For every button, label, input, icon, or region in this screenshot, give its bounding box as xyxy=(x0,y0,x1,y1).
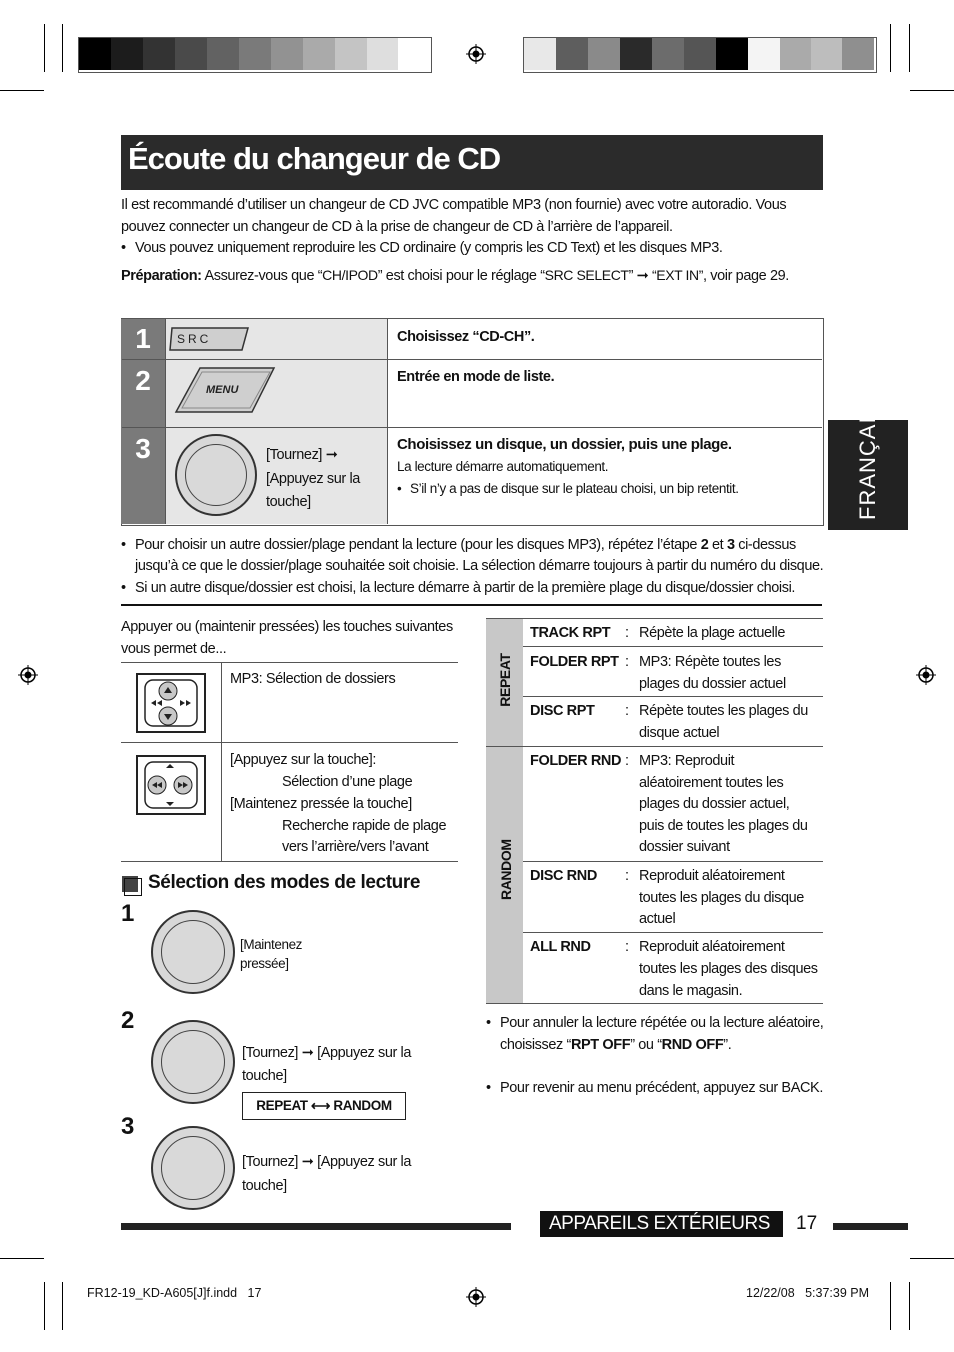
control-dial-center-icon xyxy=(161,1030,225,1094)
swatch xyxy=(524,38,556,70)
page-number: 17 xyxy=(796,1213,818,1234)
note: Si un autre disque/dossier est choisi, la lecture démarre à partir de la première plage du disque/dossier choisi. xyxy=(135,580,796,596)
mode-description: actuel xyxy=(639,911,676,927)
crop-mark xyxy=(44,24,45,72)
key-description: MP3: Sélection de dossiers xyxy=(230,671,396,687)
swatch xyxy=(684,38,716,70)
note: Pour choisir un autre dossier/plage pendant la lecture (pour les disques MP3), répétez l’étape 2 et 3 ci-dessus xyxy=(135,537,796,553)
colon: : xyxy=(625,939,629,955)
section-square-icon xyxy=(124,878,142,896)
swatch xyxy=(842,38,874,70)
bullet: • xyxy=(121,537,126,553)
divider xyxy=(523,696,823,697)
step-number: 2 xyxy=(121,359,165,427)
prep-text: ” est choisi pour le réglage “ xyxy=(377,268,545,284)
dial-instruction: [Maintenez xyxy=(240,937,303,952)
key-description: Sélection d’une plage xyxy=(282,774,413,790)
arrow-right-icon: ➞ xyxy=(636,268,649,284)
swatch xyxy=(175,38,207,70)
step-bullet: S’il n’y a pas de disque sur le plateau choisi, un bip retentit. xyxy=(410,481,739,496)
colon: : xyxy=(625,703,629,719)
dial-instruction: touche] xyxy=(266,494,311,510)
dial-instruction: touche] xyxy=(242,1178,287,1194)
mode-description: Répète la plage actuelle xyxy=(639,625,785,641)
colon: : xyxy=(625,753,629,769)
key-description: [Maintenez pressée la touche] xyxy=(230,796,412,812)
mode-name: FOLDER RND xyxy=(530,753,622,769)
preparation xyxy=(121,264,823,287)
swatch xyxy=(207,38,239,70)
dial-instruction: [Appuyez sur la xyxy=(266,471,360,487)
swatch xyxy=(303,38,335,70)
print-date: 12/22/08 5:37:39 PM xyxy=(746,1286,870,1300)
bullet: • xyxy=(121,580,126,596)
crop-mark xyxy=(909,1282,910,1330)
note: jusqu’à ce que le dossier/plage souhaitée soit choisie. La sélection démarre toujours à partir du numéro du disque. xyxy=(135,558,824,574)
mode-description: toutes les plages du disque xyxy=(639,890,804,906)
footer-rule xyxy=(833,1223,908,1230)
step-number: 3 xyxy=(121,1113,135,1140)
step-title: Choisissez “CD-CH”. xyxy=(397,329,535,345)
prep-src: SRC SELECT xyxy=(544,267,629,283)
preparation-label: Préparation: xyxy=(121,268,202,284)
footer-section: APPAREILS EXTÉRIEURS xyxy=(549,1213,770,1234)
registration-mark-icon xyxy=(466,44,486,64)
language-label: FRANÇAIS xyxy=(855,400,880,520)
repeat-label: REPEAT xyxy=(497,653,513,707)
crop-mark xyxy=(62,1282,63,1330)
keys-intro: vous permet de... xyxy=(121,641,227,657)
swatch xyxy=(79,38,111,70)
step-number: 1 xyxy=(121,900,135,927)
mode-description: dans le magasin. xyxy=(639,983,743,999)
mode-name: DISC RPT xyxy=(530,703,595,719)
prep-text: ” xyxy=(628,268,633,284)
mode-description: plages du dossier actuel, xyxy=(639,796,790,812)
left-right-keys-icon xyxy=(133,752,209,818)
dial-instruction: pressée] xyxy=(240,956,289,971)
divider xyxy=(221,662,222,861)
mode-description: Reproduit aléatoirement xyxy=(639,868,785,884)
mode-description: MP3: Répète toutes les xyxy=(639,654,781,670)
step-number: 1 xyxy=(121,319,165,359)
crop-mark xyxy=(890,24,891,72)
arrow-right-icon: ➞ xyxy=(325,447,338,463)
file-name: FR12-19_KD-A605[J]f.indd 17 xyxy=(87,1286,262,1300)
control-dial-center-icon xyxy=(161,920,225,984)
crop-mark xyxy=(62,24,63,72)
mode-name: DISC RND xyxy=(530,868,597,884)
mode-description: Répète toutes les plages du xyxy=(639,703,808,719)
registration-mark-icon xyxy=(18,665,38,685)
mode-description: aléatoirement toutes les xyxy=(639,775,784,791)
swatch xyxy=(398,38,429,70)
prep-ext: “EXT IN” xyxy=(652,267,704,283)
step-text: La lecture démarre automatiquement. xyxy=(397,459,609,474)
mode-name: TRACK RPT xyxy=(530,625,611,641)
random-label: RANDOM xyxy=(498,839,514,900)
swatch xyxy=(748,38,780,70)
intro-bullet: Vous pouvez uniquement reproduire les CD ordinaire (y compris les CD Text) et les disques MP3. xyxy=(135,240,723,256)
note: Pour annuler la lecture répétée ou la lecture aléatoire, xyxy=(500,1015,824,1031)
bullet: • xyxy=(486,1080,491,1096)
registration-mark-icon xyxy=(466,1287,486,1307)
mode-name: ALL RND xyxy=(530,939,591,955)
divider xyxy=(523,932,823,933)
key-description: [Appuyez sur la touche]: xyxy=(230,752,376,768)
swatch xyxy=(111,38,143,70)
divider xyxy=(121,662,458,663)
divider xyxy=(387,319,388,524)
repeat-random-box: REPEAT ⟷ RANDOM xyxy=(242,1092,406,1120)
arrow-right-icon: ➞ xyxy=(301,1045,314,1061)
swatch xyxy=(620,38,652,70)
crop-mark xyxy=(0,90,44,91)
swatch xyxy=(716,38,748,70)
dial-instruction: [Tournez] ➞ [Appuyez sur la xyxy=(242,1154,412,1170)
intro-paragraph: Il est recommandé d’utiliser un changeur de CD JVC compatible MP3 (non fournie) avec votre autoradio. Vous pouvez connecter un changeur de CD à la prise de changeur de CD à l’arrière de l’appareil. xyxy=(121,197,787,235)
step-title: Choisissez un disque, un dossier, puis une plage. xyxy=(397,436,732,453)
divider xyxy=(523,646,823,647)
section-heading: Sélection des modes de lecture xyxy=(148,872,421,893)
prep-text: Assurez-vous que “ xyxy=(204,268,323,284)
mode-name: FOLDER RPT xyxy=(530,654,619,670)
dial-instruction: [Tournez] ➞ [Appuyez sur la xyxy=(242,1045,412,1061)
mode-description: MP3: Reproduit xyxy=(639,753,735,769)
arrow-right-icon: ➞ xyxy=(301,1154,314,1170)
crop-mark xyxy=(44,1282,45,1330)
step-title: Entrée en mode de liste. xyxy=(397,369,555,385)
prep-text: , voir page 29. xyxy=(703,268,789,284)
step-number: 3 xyxy=(121,427,165,524)
registration-mark-icon xyxy=(916,665,936,685)
divider xyxy=(121,861,458,862)
swatch xyxy=(271,38,303,70)
key-description: Recherche rapide de plage xyxy=(282,818,447,834)
swatch xyxy=(335,38,367,70)
note: choisissez “RPT OFF” ou “RND OFF”. xyxy=(500,1037,732,1053)
swatch xyxy=(652,38,684,70)
bullet: • xyxy=(486,1015,491,1031)
divider xyxy=(486,746,823,747)
mode-description: plages du dossier actuel xyxy=(639,676,786,692)
divider xyxy=(122,359,822,360)
note: Pour revenir au menu précédent, appuyez sur BACK. xyxy=(500,1080,823,1096)
colon: : xyxy=(625,868,629,884)
crop-mark xyxy=(910,90,954,91)
key-description: vers l’arrière/vers l’avant xyxy=(282,839,429,855)
section-divider xyxy=(121,604,822,606)
step-number: 2 xyxy=(121,1007,135,1034)
dial-instruction: touche] xyxy=(242,1068,287,1084)
crop-mark xyxy=(0,1258,44,1259)
swatch xyxy=(367,38,398,70)
divider xyxy=(122,427,822,428)
prep-ch: CH/IPOD xyxy=(322,267,378,283)
crop-mark xyxy=(910,1258,954,1259)
double-arrow-icon: ⟷ xyxy=(311,1098,330,1113)
divider xyxy=(486,1003,823,1004)
swatch xyxy=(239,38,271,70)
divider xyxy=(165,319,166,524)
footer-rule xyxy=(121,1223,511,1230)
bullet: • xyxy=(397,481,402,496)
keys-intro: Appuyer ou (maintenir pressées) les touches suivantes xyxy=(121,619,453,635)
swatch xyxy=(556,38,588,70)
control-dial-center-icon xyxy=(161,1136,225,1200)
divider xyxy=(121,742,458,743)
mode-description: disque actuel xyxy=(639,725,720,741)
mode-description: puis de toutes les plages du xyxy=(639,818,808,834)
src-button-label: SRC xyxy=(177,332,212,346)
divider xyxy=(523,861,823,862)
swatch xyxy=(588,38,620,70)
divider xyxy=(486,618,823,619)
mode-description: Reproduit aléatoirement xyxy=(639,939,785,955)
control-dial-center-icon xyxy=(185,444,247,506)
mode-description: toutes les plages des disques xyxy=(639,961,818,977)
up-down-keys-icon xyxy=(133,670,209,736)
page-title: Écoute du changeur de CD xyxy=(128,141,501,176)
crop-mark xyxy=(909,24,910,72)
crop-mark xyxy=(890,1282,891,1330)
dial-instruction: [Tournez] ➞ xyxy=(266,447,338,463)
swatch xyxy=(811,38,842,70)
swatch xyxy=(143,38,175,70)
bullet: • xyxy=(121,240,126,256)
mode-description: dossier suivant xyxy=(639,839,730,855)
swatch xyxy=(780,38,811,70)
menu-button-label: MENU xyxy=(206,384,239,396)
colon: : xyxy=(625,654,629,670)
colon: : xyxy=(625,625,629,641)
